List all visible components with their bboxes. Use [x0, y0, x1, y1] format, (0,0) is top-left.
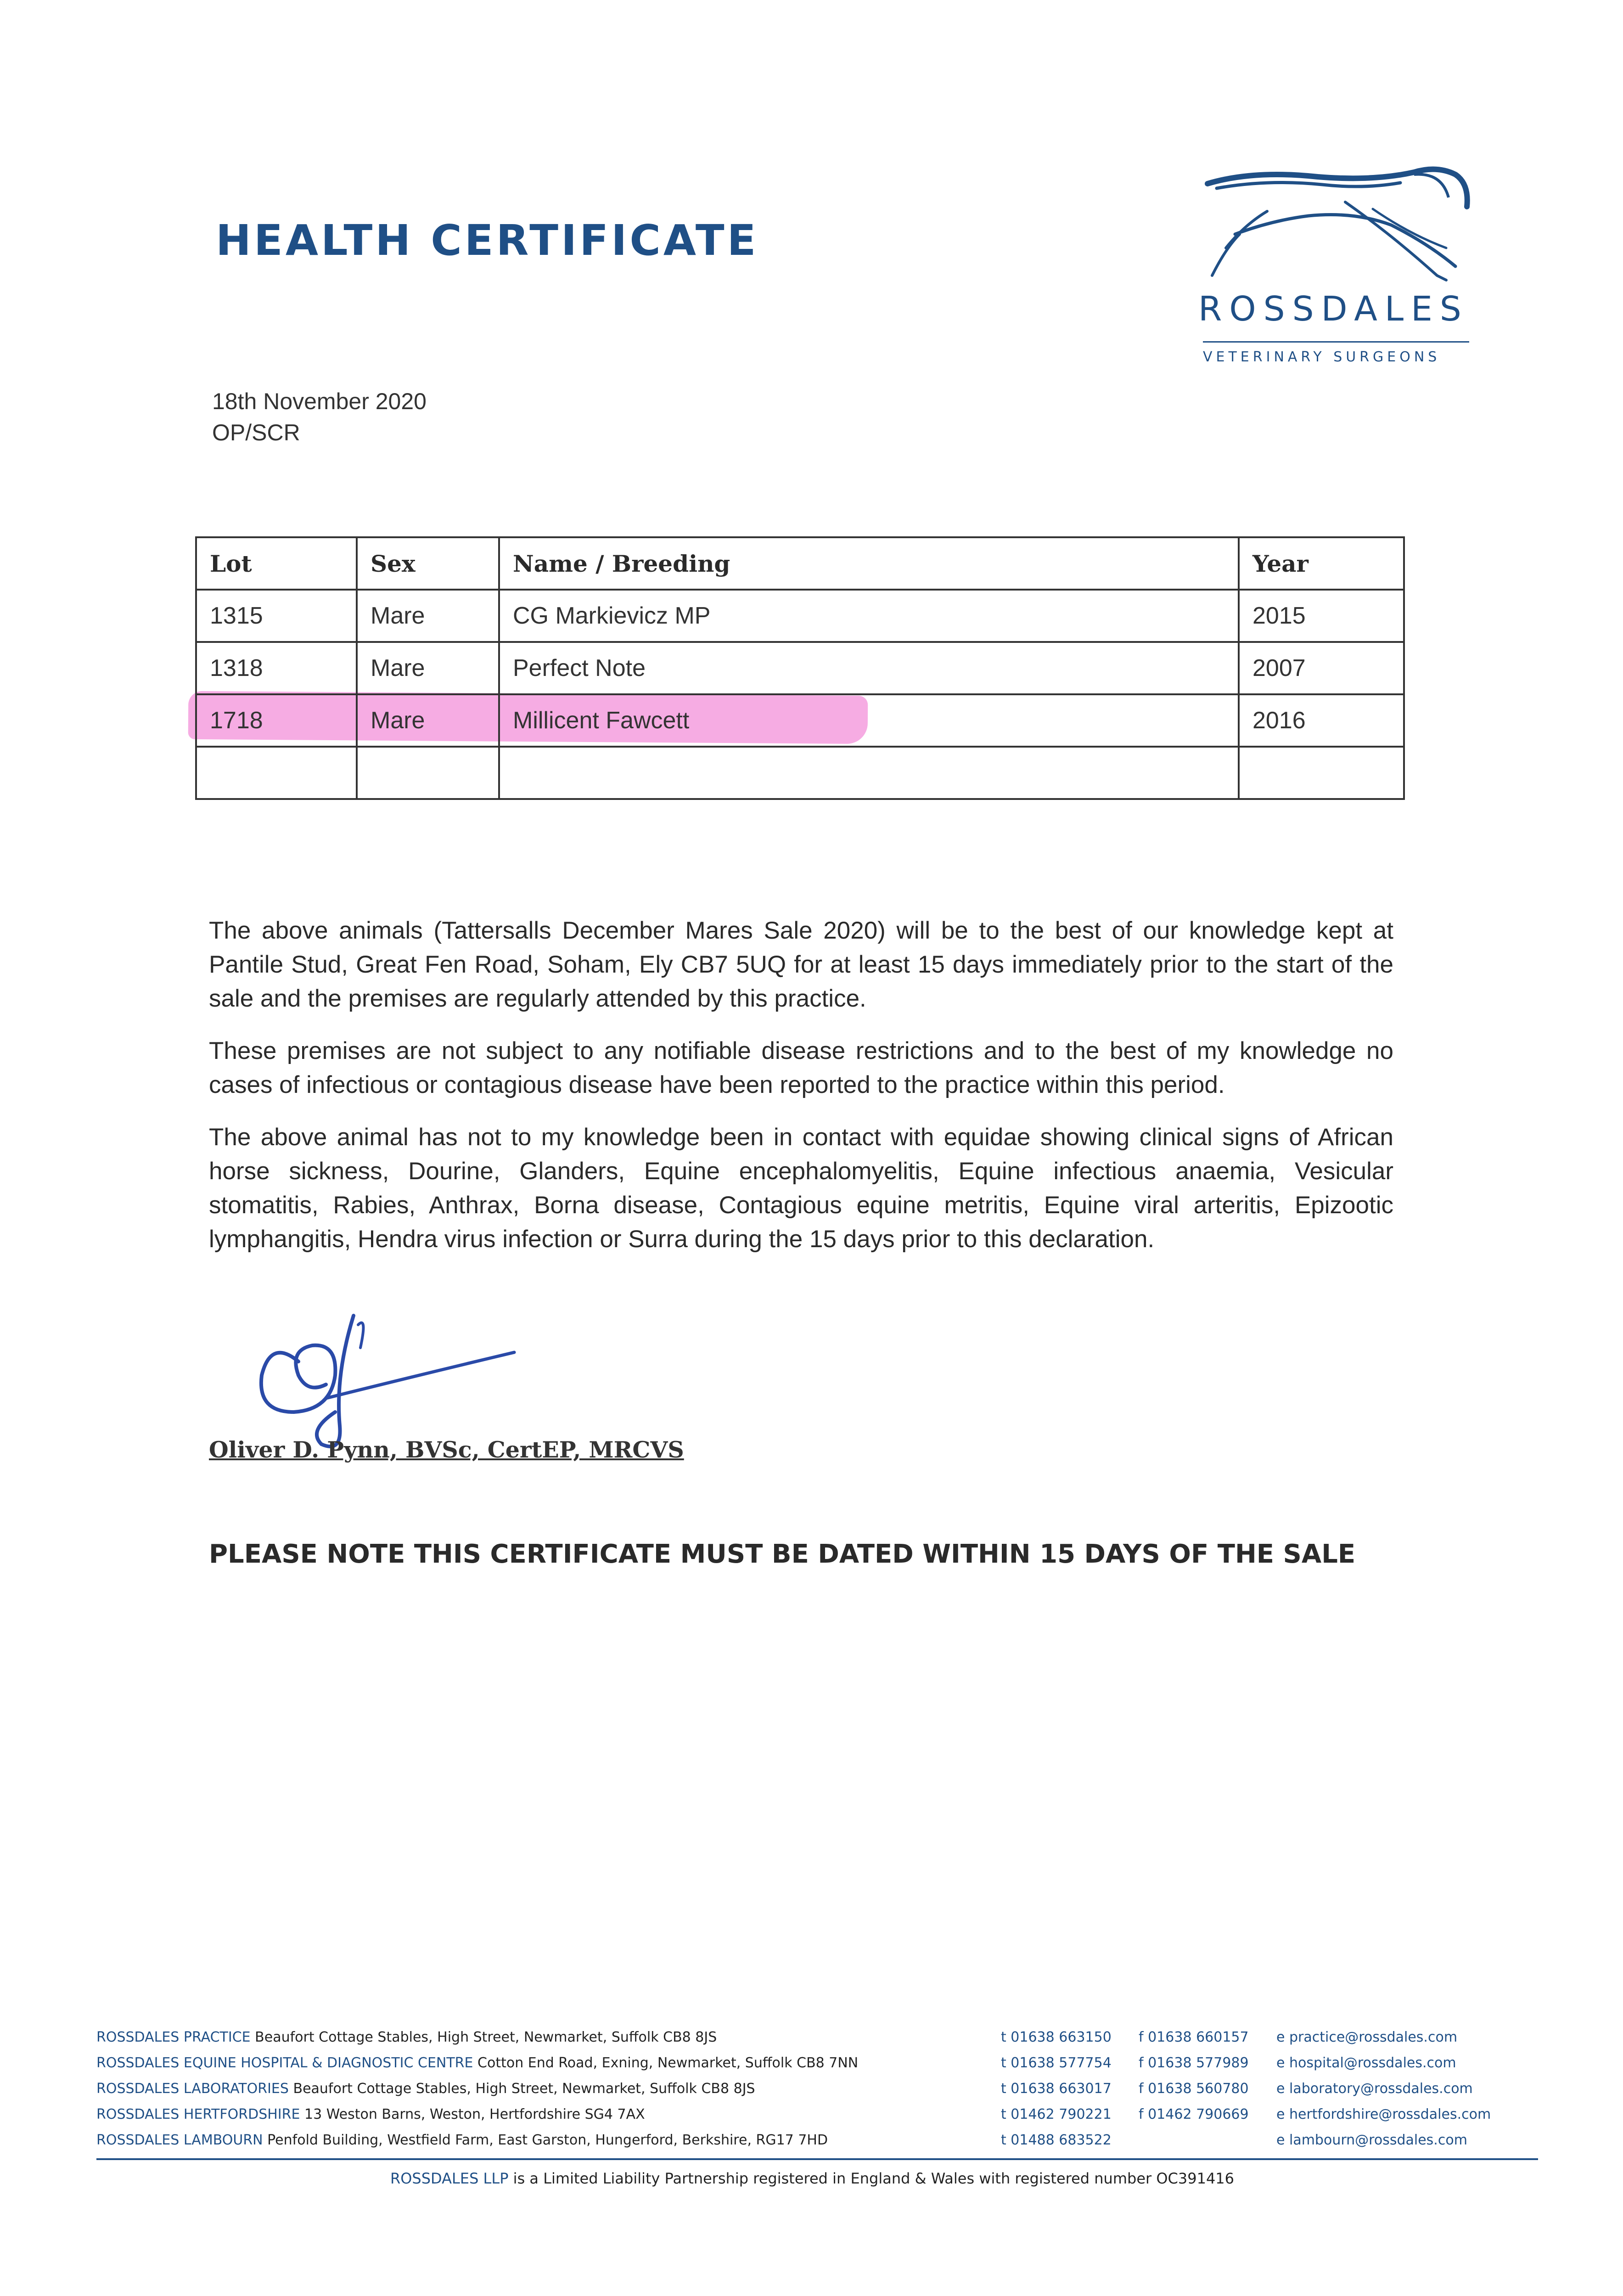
- footer-branch-row: [96, 2127, 1538, 2153]
- table-row: [196, 590, 1404, 642]
- branch-email: e laboratory@rossdales.com: [1276, 2080, 1473, 2097]
- signatory-name: Oliver D. Pynn, BVSc, CertEP, MRCVS: [209, 1436, 684, 1463]
- branch-address: Cotton End Road, Exning, Newmarket, Suffolk CB8 7NN: [477, 2054, 859, 2071]
- col-header-year: Year: [1239, 537, 1404, 590]
- body-paragraph: The above animal has not to my knowledge been in contact with equidae showing clinical signs of African horse sickness, Dourine, Glanders, Equine encephalomyelitis, Equine infectious anaemia, Vesicular stomatitis, Rabies, Anthrax, Borna disease, Contagious equine metritis, Equine viral arteritis, Epizootic lymphangitis, Hendra virus infection or Surra during the 15 days prior to this declaration.: [209, 1124, 1393, 1253]
- branch-phone: t 01638 663017: [1001, 2080, 1112, 2097]
- cell-lot: 1718: [196, 694, 357, 747]
- col-header-lot: Lot: [196, 537, 357, 590]
- table-header-row: [196, 537, 1404, 590]
- col-header-sex: Sex: [357, 537, 499, 590]
- logo-divider: [1203, 341, 1469, 343]
- branch-address: Beaufort Cottage Stables, High Street, Newmarket, Suffolk CB8 8JS: [255, 2029, 717, 2045]
- cell-sex: Mare: [357, 642, 499, 694]
- cell-lot: 1315: [196, 590, 357, 642]
- document-reference: OP/SCR: [212, 420, 300, 445]
- cell-name: CG Markievicz MP: [499, 590, 1239, 642]
- branch-name: ROSSDALES LABORATORIES: [96, 2080, 289, 2097]
- footer-divider: [96, 2158, 1538, 2160]
- table-row-highlighted: [196, 694, 1404, 747]
- llp-name: ROSSDALES LLP: [390, 2170, 509, 2187]
- footer-branch-row: [96, 2024, 1538, 2050]
- branch-fax: f 01462 790669: [1139, 2106, 1249, 2122]
- branch-fax: f 01638 560780: [1139, 2080, 1249, 2097]
- branch-email: e practice@rossdales.com: [1276, 2029, 1458, 2045]
- col-header-name-breeding: Name / Breeding: [499, 537, 1239, 590]
- cell-year: 2016: [1239, 694, 1404, 747]
- rossdales-logo: [1185, 156, 1478, 372]
- branch-address: Beaufort Cottage Stables, High Street, Newmarket, Suffolk CB8 8JS: [293, 2080, 755, 2097]
- cell-sex: [357, 747, 499, 799]
- branch-address: Penfold Building, Westfield Farm, East Garston, Hungerford, Berkshire, RG17 7HD: [267, 2132, 828, 2148]
- handwritten-signature: [243, 1306, 528, 1458]
- cell-name: Perfect Note: [499, 642, 1239, 694]
- footer-branch-row: [96, 2101, 1538, 2127]
- branch-phone: t 01462 790221: [1001, 2106, 1112, 2122]
- llp-text: is a Limited Liability Partnership registered in England & Wales with registered number OC391416: [513, 2170, 1235, 2187]
- table-row-empty: [196, 747, 1404, 799]
- branch-email: e lambourn@rossdales.com: [1276, 2132, 1467, 2148]
- cell-lot: [196, 747, 357, 799]
- page-title: HEALTH CERTIFICATE: [216, 216, 759, 265]
- cell-year: 2015: [1239, 590, 1404, 642]
- footer-contacts: [96, 2024, 1538, 2153]
- footer-branch-row: [96, 2076, 1538, 2101]
- logo-brand: ROSSDALES: [1198, 289, 1469, 329]
- branch-name: ROSSDALES PRACTICE: [96, 2029, 251, 2045]
- branch-email: e hertfordshire@rossdales.com: [1276, 2106, 1491, 2122]
- cell-name: [499, 747, 1239, 799]
- table-row: [196, 642, 1404, 694]
- cell-year: [1239, 747, 1404, 799]
- branch-phone: t 01638 577754: [1001, 2054, 1112, 2071]
- branch-fax: f 01638 660157: [1139, 2029, 1249, 2045]
- footer-registration: [390, 2170, 1234, 2187]
- branch-fax: f 01638 577989: [1139, 2054, 1249, 2071]
- certificate-notice: PLEASE NOTE THIS CERTIFICATE MUST BE DATED WITHIN 15 DAYS OF THE SALE: [209, 1539, 1356, 1569]
- lots-table: [195, 536, 1405, 800]
- branch-address: 13 Weston Barns, Weston, Hertfordshire SG4 7AX: [304, 2106, 645, 2122]
- cell-name: Millicent Fawcett: [499, 694, 1239, 747]
- certificate-body: [209, 914, 1393, 1275]
- document-meta: [212, 386, 427, 448]
- body-paragraph: These premises are not subject to any notifiable disease restrictions and to the best of my knowledge no cases of infectious or contagious disease have been reported to the practice within this period.: [209, 1037, 1393, 1098]
- branch-email: e hospital@rossdales.com: [1276, 2054, 1456, 2071]
- horse-logo-icon: [1198, 156, 1474, 294]
- document-date: 18th November 2020: [212, 388, 427, 414]
- logo-subtitle: VETERINARY SURGEONS: [1203, 349, 1441, 365]
- cell-year: 2007: [1239, 642, 1404, 694]
- branch-name: ROSSDALES LAMBOURN: [96, 2132, 263, 2148]
- branch-name: ROSSDALES HERTFORDSHIRE: [96, 2106, 300, 2122]
- cell-sex: Mare: [357, 590, 499, 642]
- branch-phone: t 01638 663150: [1001, 2029, 1112, 2045]
- cell-lot: 1318: [196, 642, 357, 694]
- branch-phone: t 01488 683522: [1001, 2132, 1112, 2148]
- footer-branch-row: [96, 2050, 1538, 2076]
- cell-sex: Mare: [357, 694, 499, 747]
- branch-name: ROSSDALES EQUINE HOSPITAL & DIAGNOSTIC CENTRE: [96, 2054, 473, 2071]
- body-paragraph: The above animals (Tattersalls December Mares Sale 2020) will be to the best of our knowledge kept at Pantile Stud, Great Fen Road, Soham, Ely CB7 5UQ for at least 15 days immediately prior to the start of the sale and the premises are regularly attended by this practice.: [209, 917, 1393, 1012]
